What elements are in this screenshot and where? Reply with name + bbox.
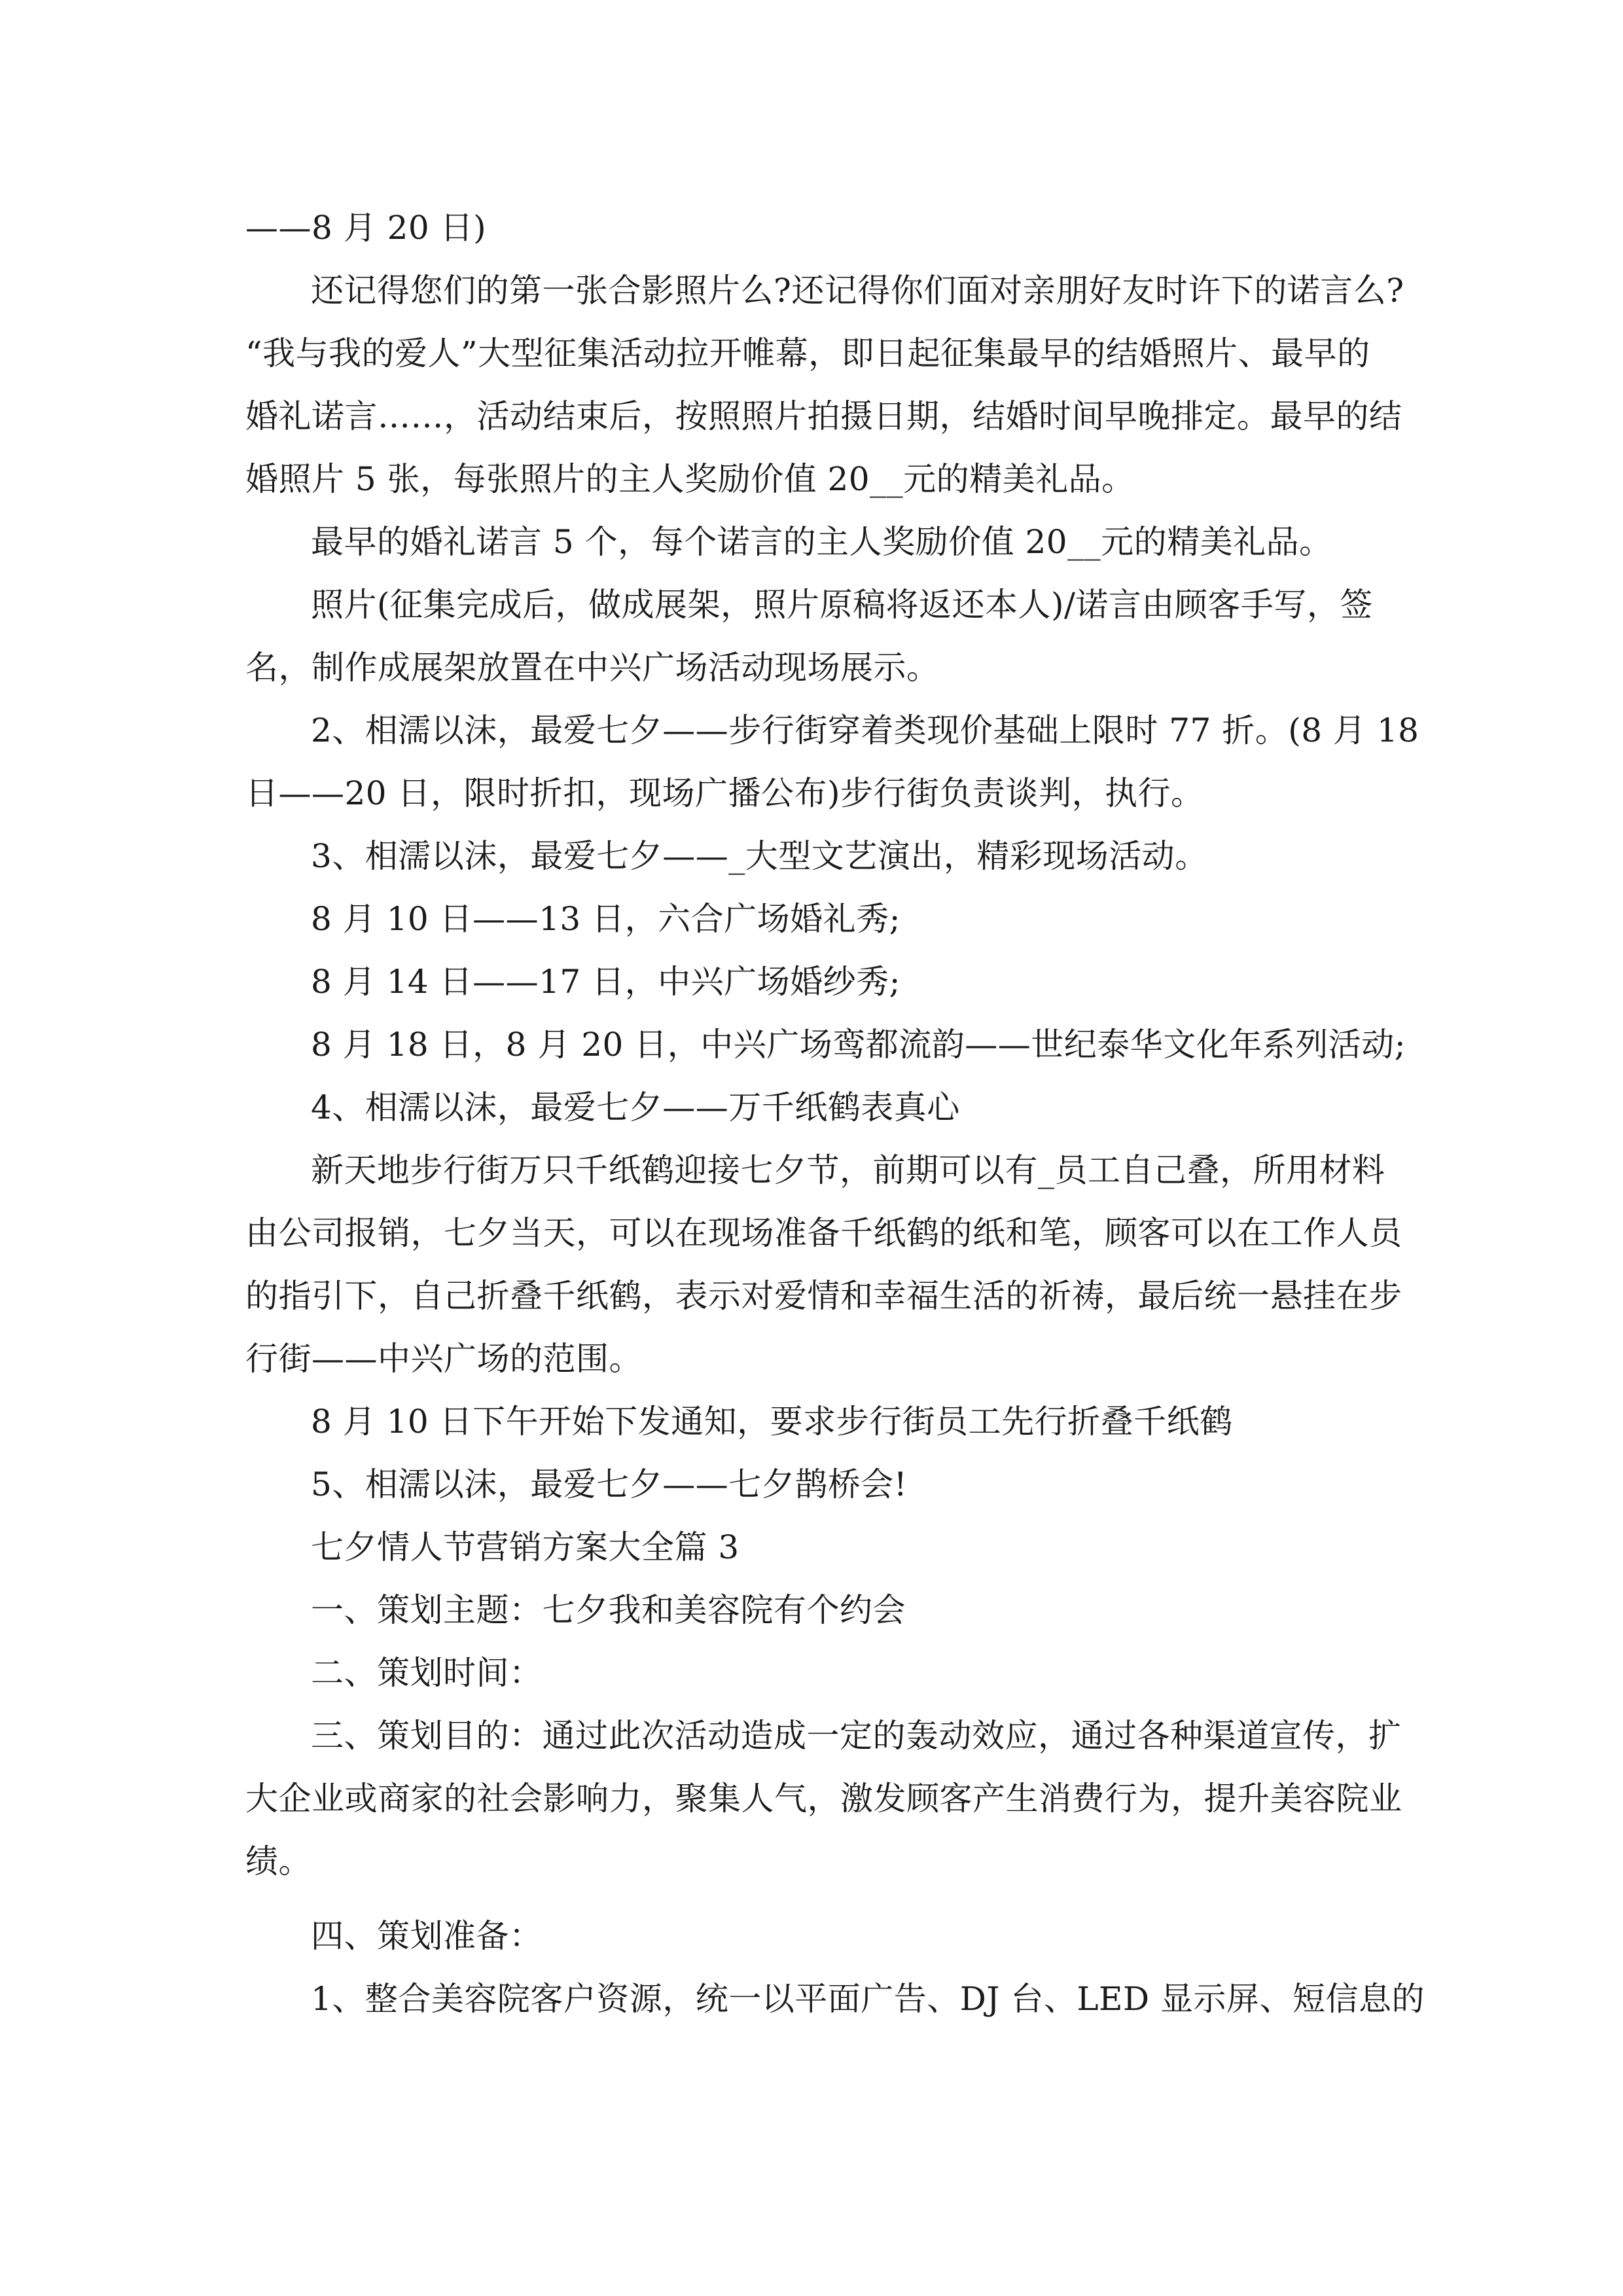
text-line: 新天地步行街万只千纸鹤迎接七夕节，前期可以有_员工自己叠，所用材料 (311, 1151, 1385, 1189)
text-line: 3、相濡以沫，最爱七夕——_大型文艺演出，精彩现场活动。 (311, 837, 1208, 875)
text-line: 四、策划准备： (311, 1917, 543, 1955)
text-line: 的指引下，自己折叠千纸鹤，表示对爱情和幸福生活的祈祷，最后统一悬挂在步 (245, 1277, 1402, 1315)
text-line: 大企业或商家的社会影响力，聚集人气，激发顾客产生消费行为，提升美容院业 (245, 1780, 1402, 1818)
text-line: 1、整合美容院客户资源，统一以平面广告、DJ 台、LED 显示屏、短信息的 (311, 1980, 1425, 2018)
text-line: 8 月 10 日下午开始下发通知，要求步行街员工先行折叠千纸鹤 (311, 1403, 1233, 1441)
text-line: 8 月 18 日，8 月 20 日，中兴广场鸾都流韵——世纪泰华文化年系列活动; (311, 1026, 1406, 1064)
text-line: 4、相濡以沫，最爱七夕——万千纸鹤表真心 (311, 1088, 960, 1126)
text-line: 还记得您们的第一张合影照片么?还记得你们面对亲朋好友时许下的诺言么? (311, 272, 1404, 310)
text-line: 日——20 日，限时折扣，现场广播公布)步行街负责谈判，执行。 (245, 774, 1204, 812)
text-line: 二、策划时间： (311, 1654, 543, 1692)
text-line: 由公司报销，七夕当天，可以在现场准备千纸鹤的纸和笔，顾客可以在工作人员 (245, 1214, 1402, 1252)
text-line: 5、相濡以沫，最爱七夕——七夕鹊桥会! (311, 1465, 908, 1503)
text-line: 2、相濡以沫，最爱七夕——步行街穿着类现价基础上限时 77 折。(8 月 18 (311, 711, 1419, 749)
text-line: 8 月 14 日——17 日，中兴广场婚纱秀; (311, 963, 901, 1001)
text-line: 绩。 (245, 1842, 312, 1880)
text-line: 名，制作成展架放置在中兴广场活动现场展示。 (245, 649, 940, 687)
body-text (245, 196, 1425, 2030)
text-line: 最早的婚礼诺言 5 个，每个诺言的主人奖励价值 20__元的精美礼品。 (311, 523, 1332, 561)
text-line: 三、策划目的：通过此次活动造成一定的轰动效应，通过各种渠道宣传，扩 (311, 1717, 1402, 1755)
text-line: 婚照片 5 张，每张照片的主人奖励价值 20__元的精美礼品。 (245, 460, 1135, 498)
text-line: 婚礼诺言……，活动结束后，按照照片拍摄日期，结婚时间早晚排定。最早的结 (245, 397, 1402, 435)
text-line: 七夕情人节营销方案大全篇 3 (311, 1528, 740, 1566)
text-line: “我与我的爱人”大型征集活动拉开帷幕，即日起征集最早的结婚照片、最早的 (245, 334, 1370, 372)
text-line: 一、策划主题：七夕我和美容院有个约会 (311, 1591, 906, 1629)
text-line: 行街——中兴广场的范围。 (245, 1340, 642, 1378)
text-line: 8 月 10 日——13 日，六合广场婚礼秀; (311, 900, 901, 938)
text-line: 照片(征集完成后，做成展架，照片原稿将返还本人)/诺言由顾客手写，签 (311, 586, 1373, 624)
text-line: ——8 月 20 日) (245, 209, 487, 247)
